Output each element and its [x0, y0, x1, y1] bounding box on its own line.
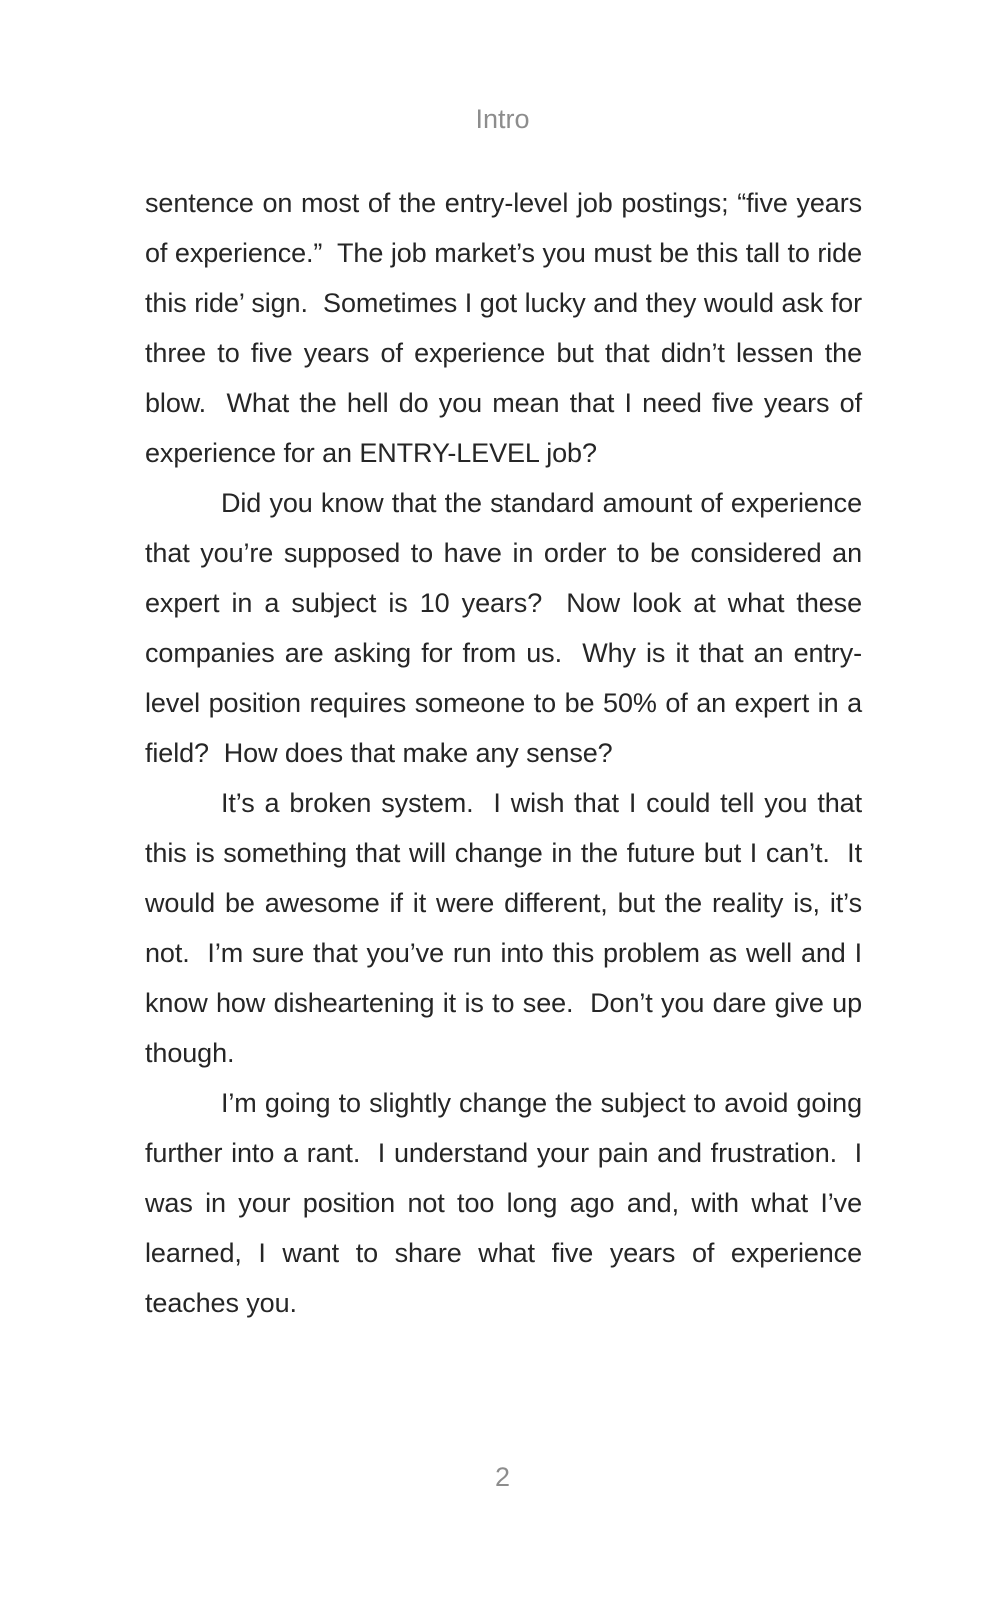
- running-header-title: Intro: [475, 104, 530, 134]
- paragraph: It’s a broken system. I wish that I could tell you that this is something that will change in the future but I can’t. It would be awesome if it were different, but the reality is, it’s not. I’m sure that you’ve run into this problem as well and I know how disheartening it is to see. Don’t you dare give up though.: [145, 788, 862, 1068]
- paragraph: I’m going to slightly change the subject to avoid going further into a rant. I understand your pain and frustration. I was in your position not too long ago and, with what I’ve learned, I want to share what five years of experience teaches you.: [145, 1088, 862, 1318]
- page-number: 2: [494, 1462, 511, 1492]
- paragraph: Did you know that the standard amount of experience that you’re supposed to have in order to be considered an expert in a subject is 10 years? Now look at what these companies are asking for from us. Why is it that an entry-level position requires someone to be 50% of an expert in a field? How does that make any sense?: [145, 488, 862, 768]
- page-body: [145, 178, 862, 1328]
- paragraph: sentence on most of the entry-level job postings; “five years of experience.” The job market’s you must be this tall to ride this ride’ sign. Sometimes I got lucky and they would ask for three to five years of experience but that didn’t lessen the blow. What the hell do you mean that I need five years of experience for an ENTRY-LEVEL job?: [145, 188, 862, 468]
